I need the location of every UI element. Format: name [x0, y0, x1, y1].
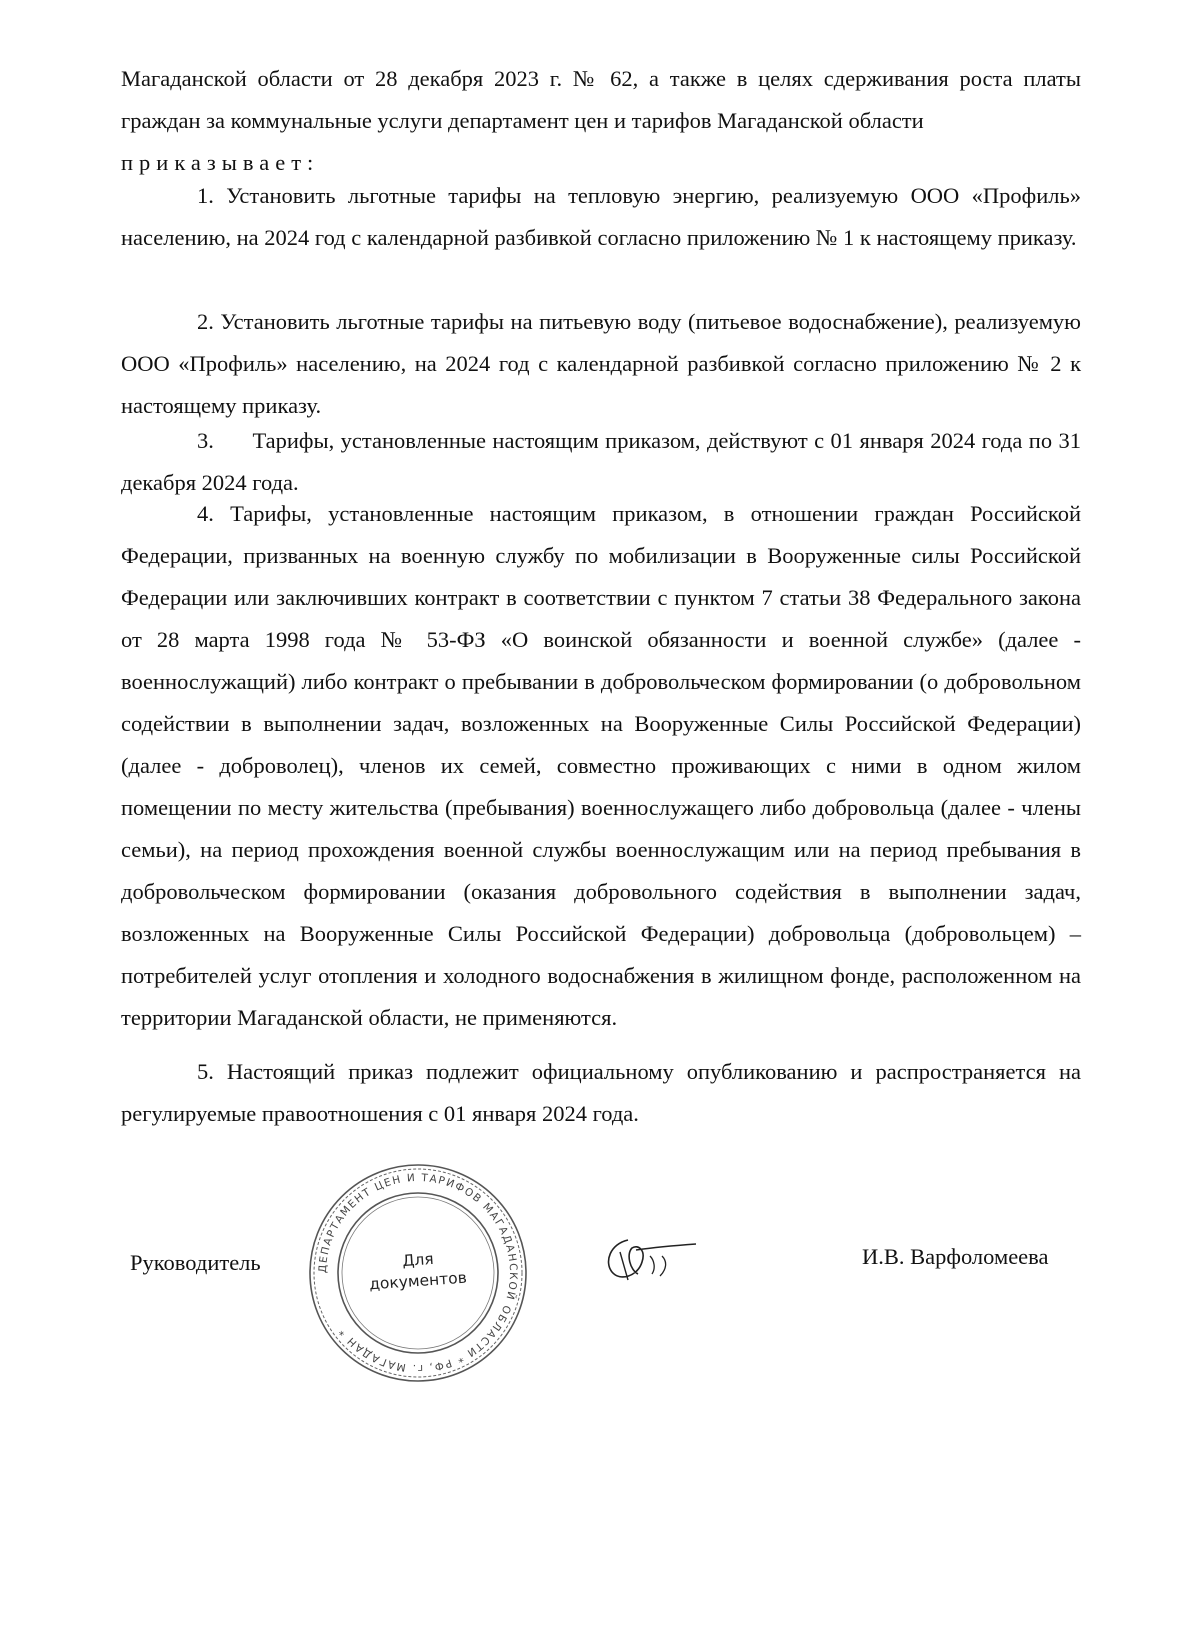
signature-block: [0, 1160, 1200, 1375]
stamp-text-line1: Для: [401, 1249, 435, 1271]
svg-text:ДЕПАРТАМЕНТ ЦЕН И ТАРИФОВ МАГА: ДЕПАРТАМЕНТ ЦЕН И ТАРИФОВ МАГАДАНСКОЙ ОБЛАСТИ * РФ, г. МАГАДАН *: [316, 1171, 520, 1375]
order-word: приказывает:: [121, 150, 320, 175]
official-stamp: [305, 1160, 531, 1386]
handwritten-signature: [598, 1230, 708, 1290]
paragraph-item-1: 1. Установить льготные тарифы на тепловую энергию, реализуемую ООО «Профиль» населению, на 2024 год с календарной разбивкой согласно приложению № 1 к настоящему приказу.: [121, 183, 1081, 250]
paragraph-item-4: 4. Тарифы, установленные настоящим приказом, в отношении граждан Российской Федерации, призванных на военную службу по мобилизации в Вооруженные силы Российской Федерации или заключивших контракт в соответствии с пунктом 7 статьи 38 Федерального закона от 28 марта 1998 года № 53-ФЗ «О воинской обязанности и военной службе» (далее - военнослужащий) либо контракт о пребывании в добровольческом формировании (о добровольном содействии в выполнении задач, возложенных на Вооруженные Силы Российской Федерации) (далее - доброволец), членов их семей, совместно проживающих с ними в одном жилом помещении по месту жительства (пребывания) военнослужащего либо добровольца (далее - члены семьи), на период прохождения военной службы военнослужащим или на период пребывания в добровольческом формировании (оказания добровольного содействия в выполнении задач, возложенных на Вооруженные Силы Российской Федерации) добровольца (добровольцем) – потребителей услуг отопления и холодного водоснабжения в жилищном фонде, расположенном на территории Магаданской области, не применяются.: [121, 501, 1081, 1030]
signer-role: Руководитель: [130, 1250, 261, 1275]
stamp-text-line2: документов: [368, 1268, 468, 1294]
paragraph-preamble: Магаданской области от 28 декабря 2023 г. № 62, а также в целях сдерживания роста платы граждан за коммунальные услуги департамент цен и тарифов Магаданской области приказывает:: [121, 66, 1081, 175]
paragraph-item-5: 5. Настоящий приказ подлежит официальному опубликованию и распространяется на регулируемые правоотношения с 01 января 2024 года.: [121, 1059, 1081, 1126]
paragraph-item-3: 3. Тарифы, установленные настоящим приказом, действуют с 01 января 2024 года по 31 декабря 2024 года.: [121, 428, 1081, 495]
paragraph-item-2: 2. Установить льготные тарифы на питьевую воду (питьевое водоснабжение), реализуемую ООО «Профиль» населению, на 2024 год с календарной разбивкой согласно приложению № 2 к настоящему приказу.: [121, 309, 1081, 418]
signer-name: И.В. Варфоломеева: [862, 1244, 1049, 1269]
